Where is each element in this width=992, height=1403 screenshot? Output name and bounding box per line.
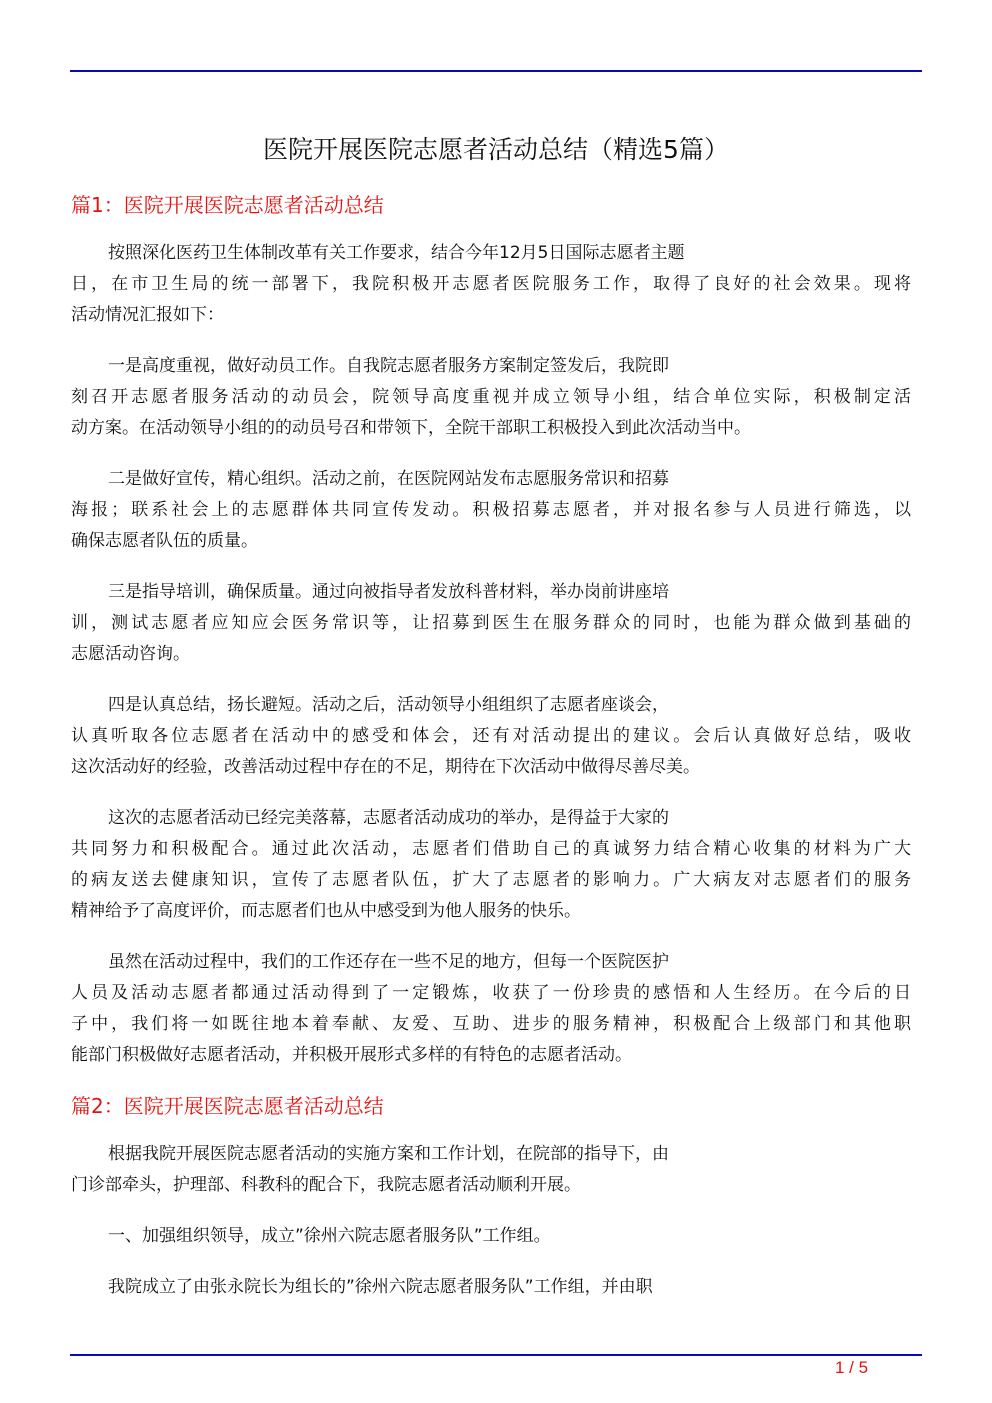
paragraph-line: 能部门积极做好志愿者活动，并积极开展形式多样的有特色的志愿者活动。 <box>71 1045 632 1065</box>
paragraph-line: 共同努力和积极配合。通过此次活动，志愿者们借助自己的真诚努力结合精心收集的材料为广大 <box>71 839 911 859</box>
paragraph-line: 子中，我们将一如既往地本着奉献、友爱、互助、进步的服务精神，积极配合上级部门和其他职 <box>71 1014 911 1034</box>
paragraph <box>71 1221 911 1252</box>
paragraph-line: 这次的志愿者活动已经完美落幕，志愿者活动成功的举办，是得益于大家的 <box>108 808 669 828</box>
paragraph-line: 志愿活动咨询。 <box>71 644 190 664</box>
paragraph <box>71 690 911 783</box>
paragraph <box>71 464 911 557</box>
paragraph-line: 精神给予了高度评价，而志愿者们也从中感受到为他人服务的快乐。 <box>71 901 581 921</box>
paragraph-line: 认真听取各位志愿者在活动中的感受和体会，还有对活动提出的建议。会后认真做好总结，吸收 <box>71 726 911 746</box>
footer-rule <box>70 1354 922 1356</box>
paragraph-line: 四是认真总结，扬长避短。活动之后，活动领导小组组织了志愿者座谈会， <box>108 695 669 715</box>
paragraph-line: 一是高度重视，做好动员工作。自我院志愿者服务方案制定签发后，我院即 <box>108 356 669 376</box>
paragraph-line: 日，在市卫生局的统一部署下，我院积极开志愿者医院服务工作，取得了良好的社会效果。现将 <box>71 274 911 294</box>
paragraph-line: 的病友送去健康知识，宣传了志愿者队伍，扩大了志愿者的影响力。广大病友对志愿者们的服务 <box>71 870 911 890</box>
paragraph-line: 一、加强组织领导，成立”徐州六院志愿者服务队”工作组。 <box>108 1226 551 1246</box>
paragraph <box>71 351 911 444</box>
paragraph <box>71 577 911 670</box>
paragraph-line: 我院成立了由张永院长为组长的”徐州六院志愿者服务队”工作组，并由职 <box>108 1277 653 1297</box>
section-heading: 篇2：医院开展医院志愿者活动总结 <box>71 1094 384 1118</box>
paragraph <box>71 1272 911 1303</box>
paragraph <box>71 947 911 1071</box>
paragraph-line: 三是指导培训，确保质量。通过向被指导者发放科普材料，举办岗前讲座培 <box>108 582 669 602</box>
paragraph-line: 门诊部牵头，护理部、科教科的配合下，我院志愿者活动顺利开展。 <box>71 1175 581 1195</box>
page-number: 1 / 5 <box>835 1358 869 1377</box>
paragraph-line: 训，测试志愿者应知应会医务常识等，让招募到医生在服务群众的同时，也能为群众做到基础的 <box>71 613 911 633</box>
paragraph-line: 刻召开志愿者服务活动的动员会，院领导高度重视并成立领导小组，结合单位实际，积极制定活 <box>71 387 911 407</box>
paragraph <box>71 1139 911 1201</box>
paragraph-line: 动方案。在活动领导小组的的动员号召和带领下，全院干部职工积极投入到此次活动当中。 <box>71 418 751 438</box>
section-heading: 篇1：医院开展医院志愿者活动总结 <box>71 193 384 217</box>
paragraph-line: 活动情况汇报如下： <box>71 305 224 325</box>
paragraph <box>71 803 911 927</box>
page-title: 医院开展医院志愿者活动总结（精选5篇） <box>263 135 729 164</box>
paragraph-line: 虽然在活动过程中，我们的工作还存在一些不足的地方，但每一个医院医护 <box>108 952 669 972</box>
paragraph-line: 海报；联系社会上的志愿群体共同宣传发动。积极招募志愿者，并对报名参与人员进行筛选，以 <box>71 500 911 520</box>
document-body <box>71 190 911 1323</box>
header-rule <box>70 70 922 72</box>
paragraph-line: 根据我院开展医院志愿者活动的实施方案和工作计划，在院部的指导下，由 <box>108 1144 669 1164</box>
paragraph-line: 这次活动好的经验，改善活动过程中存在的不足，期待在下次活动中做得尽善尽美。 <box>71 757 700 777</box>
paragraph-line: 确保志愿者队伍的质量。 <box>71 531 258 551</box>
paragraph-line: 按照深化医药卫生体制改革有关工作要求，结合今年12月5日国际志愿者主题 <box>108 243 685 263</box>
paragraph-line: 二是做好宣传，精心组织。活动之前，在医院网站发布志愿服务常识和招募 <box>108 469 669 489</box>
paragraph <box>71 238 911 331</box>
paragraph-line: 人员及活动志愿者都通过活动得到了一定锻炼，收获了一份珍贵的感悟和人生经历。在今后的日 <box>71 983 911 1003</box>
